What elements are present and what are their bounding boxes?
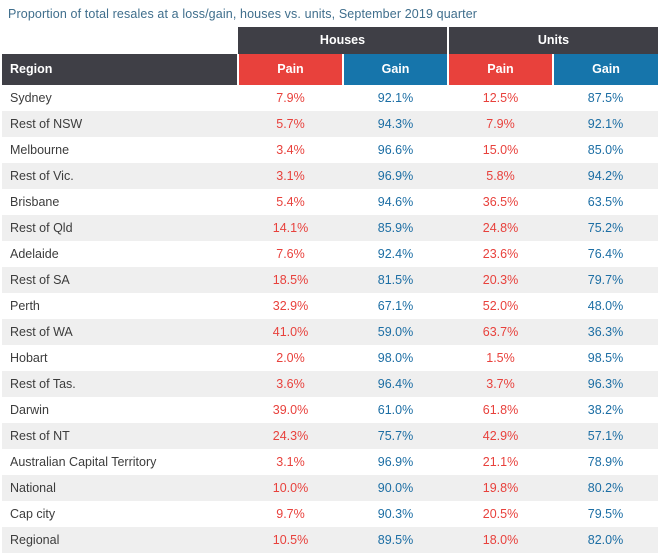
cell-houses-gain: 89.5%: [343, 527, 448, 553]
cell-units-pain: 18.0%: [448, 527, 553, 553]
cell-units-gain: 79.5%: [553, 501, 658, 527]
cell-houses-pain: 3.6%: [238, 371, 343, 397]
column-header-houses-gain: Gain: [343, 54, 448, 85]
cell-houses-pain: 7.6%: [238, 241, 343, 267]
cell-houses-gain: 59.0%: [343, 319, 448, 345]
cell-houses-gain: 81.5%: [343, 267, 448, 293]
cell-units-gain: 75.2%: [553, 215, 658, 241]
cell-units-gain: 98.5%: [553, 345, 658, 371]
cell-region: Perth: [2, 293, 238, 319]
table-row: [2, 397, 658, 423]
cell-region: Rest of Qld: [2, 215, 238, 241]
cell-houses-pain: 2.0%: [238, 345, 343, 371]
cell-region: Melbourne: [2, 137, 238, 163]
cell-region: Rest of SA: [2, 267, 238, 293]
cell-houses-gain: 92.4%: [343, 241, 448, 267]
group-header-houses: Houses: [238, 27, 448, 54]
cell-houses-gain: 94.6%: [343, 189, 448, 215]
cell-units-pain: 5.8%: [448, 163, 553, 189]
table-row: [2, 189, 658, 215]
cell-units-gain: 82.0%: [553, 527, 658, 553]
table-row: [2, 319, 658, 345]
cell-region: Brisbane: [2, 189, 238, 215]
table-row: [2, 527, 658, 553]
cell-units-gain: 87.5%: [553, 85, 658, 111]
cell-houses-pain: 41.0%: [238, 319, 343, 345]
cell-houses-pain: 24.3%: [238, 423, 343, 449]
cell-units-gain: 48.0%: [553, 293, 658, 319]
table-row: [2, 501, 658, 527]
cell-units-pain: 23.6%: [448, 241, 553, 267]
table-row: [2, 241, 658, 267]
cell-region: Cap city: [2, 501, 238, 527]
cell-units-gain: 85.0%: [553, 137, 658, 163]
cell-houses-gain: 96.9%: [343, 449, 448, 475]
cell-region: Adelaide: [2, 241, 238, 267]
table-row: [2, 137, 658, 163]
table-row: [2, 449, 658, 475]
cell-houses-pain: 9.7%: [238, 501, 343, 527]
cell-units-gain: 94.2%: [553, 163, 658, 189]
cell-units-pain: 24.8%: [448, 215, 553, 241]
cell-units-gain: 80.2%: [553, 475, 658, 501]
cell-houses-pain: 10.0%: [238, 475, 343, 501]
cell-units-pain: 42.9%: [448, 423, 553, 449]
column-header-houses-pain: Pain: [238, 54, 343, 85]
cell-houses-gain: 67.1%: [343, 293, 448, 319]
cell-units-pain: 52.0%: [448, 293, 553, 319]
cell-region: Regional: [2, 527, 238, 553]
table-group-header-row: [2, 27, 658, 54]
cell-region: Rest of Vic.: [2, 163, 238, 189]
cell-units-pain: 3.7%: [448, 371, 553, 397]
cell-houses-pain: 5.4%: [238, 189, 343, 215]
table-row: [2, 85, 658, 111]
cell-houses-pain: 14.1%: [238, 215, 343, 241]
cell-houses-pain: 18.5%: [238, 267, 343, 293]
cell-houses-gain: 98.0%: [343, 345, 448, 371]
table-row: [2, 475, 658, 501]
cell-houses-pain: 3.1%: [238, 163, 343, 189]
cell-houses-pain: 39.0%: [238, 397, 343, 423]
cell-houses-pain: 10.5%: [238, 527, 343, 553]
cell-houses-pain: 3.1%: [238, 449, 343, 475]
cell-units-pain: 20.3%: [448, 267, 553, 293]
table-row: [2, 215, 658, 241]
group-header-blank: [2, 27, 238, 54]
cell-units-gain: 79.7%: [553, 267, 658, 293]
cell-houses-pain: 3.4%: [238, 137, 343, 163]
cell-region: Rest of Tas.: [2, 371, 238, 397]
table-row: [2, 423, 658, 449]
cell-units-pain: 20.5%: [448, 501, 553, 527]
table-header: [2, 27, 658, 85]
cell-units-gain: 36.3%: [553, 319, 658, 345]
cell-units-gain: 96.3%: [553, 371, 658, 397]
table-row: [2, 345, 658, 371]
cell-units-gain: 78.9%: [553, 449, 658, 475]
cell-region: National: [2, 475, 238, 501]
cell-houses-pain: 5.7%: [238, 111, 343, 137]
cell-region: Rest of NT: [2, 423, 238, 449]
cell-units-gain: 76.4%: [553, 241, 658, 267]
cell-houses-gain: 96.9%: [343, 163, 448, 189]
cell-units-pain: 7.9%: [448, 111, 553, 137]
cell-houses-gain: 90.0%: [343, 475, 448, 501]
table-row: [2, 371, 658, 397]
group-header-units: Units: [448, 27, 658, 54]
column-header-units-pain: Pain: [448, 54, 553, 85]
table-body: [2, 85, 658, 553]
cell-houses-pain: 32.9%: [238, 293, 343, 319]
cell-houses-gain: 61.0%: [343, 397, 448, 423]
page-title: Proportion of total resales at a loss/gain, houses vs. units, September 2019 quarter: [8, 7, 478, 21]
cell-units-pain: 15.0%: [448, 137, 553, 163]
cell-houses-gain: 85.9%: [343, 215, 448, 241]
cell-region: Darwin: [2, 397, 238, 423]
cell-units-gain: 63.5%: [553, 189, 658, 215]
table-row: [2, 267, 658, 293]
cell-houses-gain: 92.1%: [343, 85, 448, 111]
cell-region: Hobart: [2, 345, 238, 371]
cell-units-pain: 61.8%: [448, 397, 553, 423]
cell-houses-gain: 90.3%: [343, 501, 448, 527]
cell-houses-gain: 94.3%: [343, 111, 448, 137]
cell-units-pain: 36.5%: [448, 189, 553, 215]
table-column-header-row: [2, 54, 658, 85]
cell-units-gain: 57.1%: [553, 423, 658, 449]
cell-units-pain: 63.7%: [448, 319, 553, 345]
resales-table: [2, 27, 658, 553]
cell-units-pain: 21.1%: [448, 449, 553, 475]
cell-houses-gain: 75.7%: [343, 423, 448, 449]
cell-houses-gain: 96.6%: [343, 137, 448, 163]
cell-units-gain: 92.1%: [553, 111, 658, 137]
cell-units-pain: 1.5%: [448, 345, 553, 371]
cell-houses-pain: 7.9%: [238, 85, 343, 111]
cell-region: Sydney: [2, 85, 238, 111]
cell-units-pain: 12.5%: [448, 85, 553, 111]
cell-region: Australian Capital Territory: [2, 449, 238, 475]
cell-region: Rest of NSW: [2, 111, 238, 137]
cell-units-gain: 38.2%: [553, 397, 658, 423]
cell-region: Rest of WA: [2, 319, 238, 345]
column-header-region: Region: [2, 54, 238, 85]
cell-units-pain: 19.8%: [448, 475, 553, 501]
table-row: [2, 163, 658, 189]
table-row: [2, 111, 658, 137]
column-header-units-gain: Gain: [553, 54, 658, 85]
cell-houses-gain: 96.4%: [343, 371, 448, 397]
table-row: [2, 293, 658, 319]
